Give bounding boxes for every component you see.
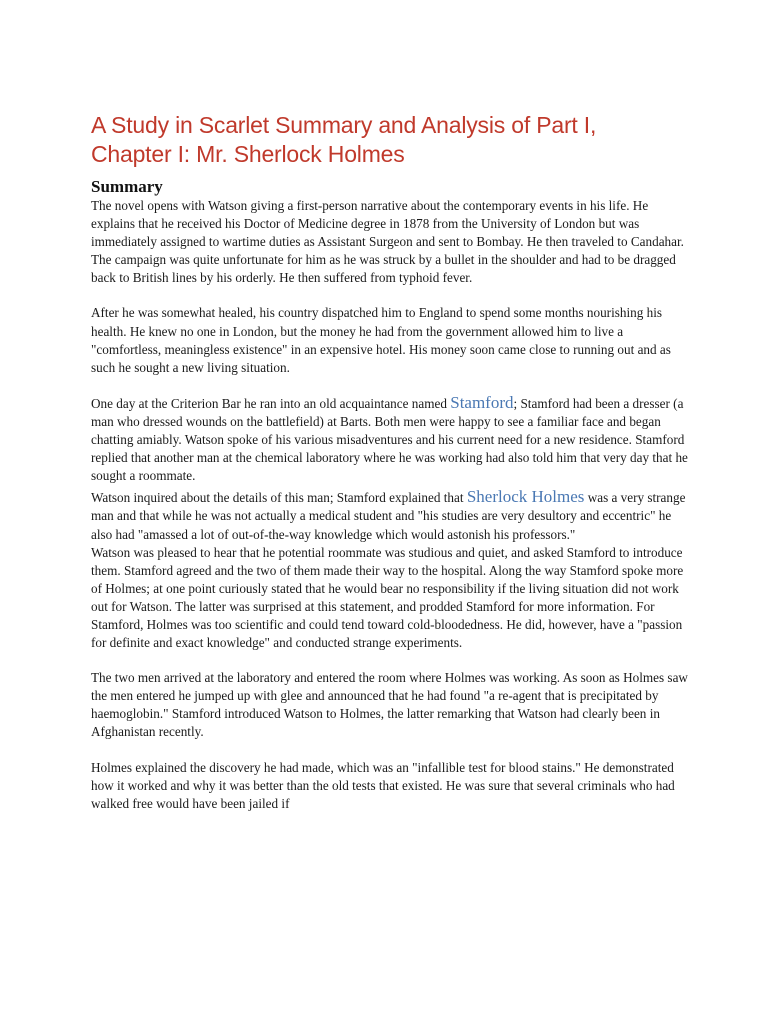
- paragraph-6: The two men arrived at the laboratory and entered the room where Holmes was working. As soon as Holmes saw the men entered he jumped up with glee and announced that he had found "a re-agent that is precipitated by haemoglobin." Stamford introduced Watson to Holmes, the latter remarking that Watson had clearly been in Afghanistan recently.: [91, 670, 688, 740]
- document-page: [91, 111, 691, 813]
- paragraph-7: Holmes explained the discovery he had made, which was an "infallible test for blood stains." He demonstrated how it worked and why it was better than the old tests that existed. He was sure that several criminals who had walked free would have been jailed if: [91, 759, 675, 811]
- stamford-link[interactable]: Stamford: [450, 392, 514, 412]
- paragraph-4-text-after: was a very strange man and that while he was not actually a medical student and "his studies are very desultory and eccentric" he also had "amassed a lot of out-of-the-way knowledge which would astonish his professors.": [91, 490, 686, 542]
- paragraph-4-text-before: Watson inquired about the details of this man; Stamford explained that: [91, 490, 467, 506]
- document-title: [91, 111, 691, 169]
- paragraph-4: [91, 488, 691, 543]
- paragraph-3-text-after: ; Stamford had been a dresser (a man who dressed wounds on the battlefield) at Barts. Both men were happy to see a familiar face and began chatting amiably. Watson spoke of his various misadventures and his current need for a new residence. Stamford replied that another man at the chemical laboratory where he was working had also told him that very day that he sought a roommate.: [91, 395, 688, 484]
- paragraph-1: The novel opens with Watson giving a first-person narrative about the contemporary events in his life. He explains that he received his Doctor of Medicine degree in 1878 from the University of London but was immediately assigned to wartime duties as Assistant Surgeon and sent to Bombay. He then traveled to Candahar. The campaign was quite unfortunate for him as he was struck by a bullet in the shoulder and had to be dragged back to British lines by his orderly. He then suffered from typhoid fever.: [91, 198, 684, 286]
- paragraph-3: [91, 394, 691, 485]
- sherlock-holmes-link[interactable]: Sherlock Holmes: [466, 487, 585, 507]
- paragraph-2: After he was somewhat healed, his country dispatched him to England to spend some months nourishing his health. He knew no one in London, but the money he had from the government allowed him to live a "comfortless, meaningless existence" in an expensive hotel. His money soon came close to running out and as such he sought a new living situation.: [91, 305, 671, 375]
- section-heading-summary: Summary: [91, 177, 163, 196]
- paragraph-5: Watson was pleased to hear that he potential roommate was studious and quiet, and asked Stamford to introduce them. Stamford agreed and the two of them made their way to the hospital. Along the way Stamford spoke more of Holmes; at one point curiously stated that he would bear no responsibility if the living situation did not work out for Watson. The latter was surprised at this statement, and prodded Stamford for more information. For Stamford, Holmes was too scientific and could tend toward cold-bloodedness. He did, however, have a "passion for definite and exact knowledge" and conducted strange experiments.: [91, 544, 684, 651]
- paragraph-3-text-before: One day at the Criterion Bar he ran into an old acquaintance named: [91, 395, 451, 411]
- title-line-1: A Study in Scarlet Summary and Analysis of Part I,: [91, 112, 597, 138]
- title-line-2: Chapter I: Mr. Sherlock Holmes: [91, 141, 405, 167]
